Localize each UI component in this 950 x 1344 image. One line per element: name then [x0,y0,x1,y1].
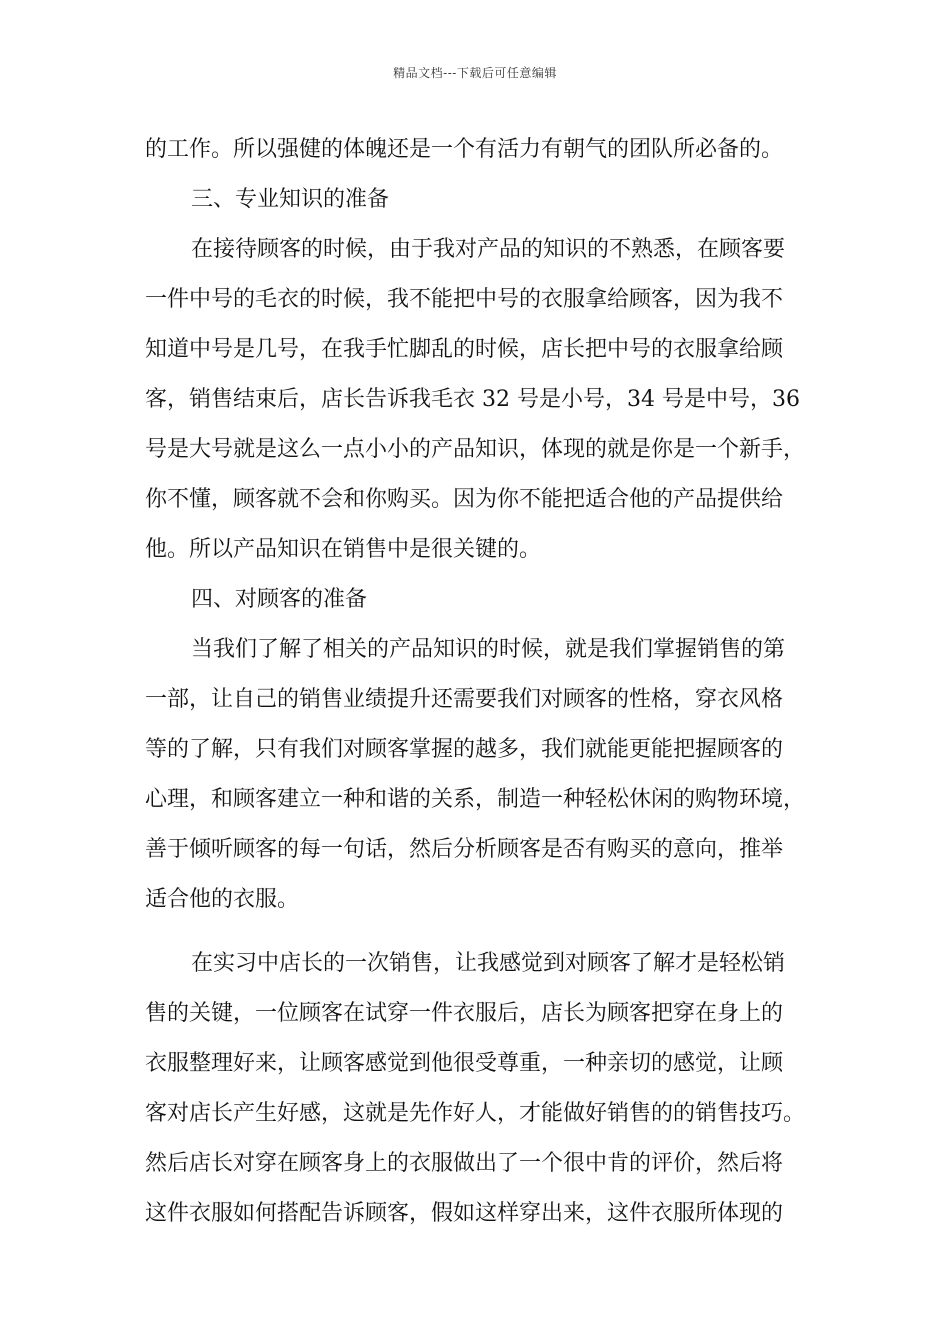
document-body [145,125,825,1239]
page-header: 精品文档---下载后可任意编辑 [393,66,557,80]
paragraph-line: 心理，和顾客建立一种和谐的关系，制造一种轻松休闲的购物环境， [145,787,806,812]
paragraph-line: 等的了解，只有我们对顾客掌握的越多，我们就能更能把握顾客的 [145,737,784,762]
paragraph-gap [145,925,825,939]
paragraph-line: 衣服整理好来，让顾客感觉到他很受尊重，一种亲切的感觉，让顾 [145,1051,784,1076]
paragraph-line: 在接待顾客的时候，由于我对产品的知识的不熟悉，在顾客要 [191,237,786,262]
section-heading: 四、对顾客的准备 [191,587,368,612]
paragraph-line: 客，销售结束后，店长告诉我毛衣 32 号是小号，34 号是中号，36 [145,387,800,412]
paragraph-line: 号是大号就是这么一点小小的产品知识，体现的就是你是一个新手， [145,437,806,462]
paragraph-line: 他。所以产品知识在销售中是很关键的。 [145,537,542,562]
paragraph-line: 在实习中店长的一次销售，让我感觉到对顾客了解才是轻松销 [191,951,786,976]
paragraph-line: 一件中号的毛衣的时候，我不能把中号的衣服拿给顾客，因为我不 [145,287,784,312]
paragraph-line: 的工作。所以强健的体魄还是一个有活力有朝气的团队所必备的。 [145,137,784,162]
paragraph-line: 这件衣服如何搭配告诉顾客，假如这样穿出来，这件衣服所体现的 [145,1201,784,1226]
paragraph-line: 售的关键，一位顾客在试穿一件衣服后，店长为顾客把穿在身上的 [145,1001,784,1026]
paragraph-line: 你不懂，顾客就不会和你购买。因为你不能把适合他的产品提供给 [145,487,784,512]
paragraph-line: 一部，让自己的销售业绩提升还需要我们对顾客的性格，穿衣风格 [145,687,784,712]
section-heading: 三、专业知识的准备 [191,187,390,212]
paragraph-line: 客对店长产生好感，这就是先作好人，才能做好销售的的销售技巧。 [145,1101,806,1126]
paragraph-line: 知道中号是几号，在我手忙脚乱的时候，店长把中号的衣服拿给顾 [145,337,784,362]
paragraph-line: 当我们了解了相关的产品知识的时候，就是我们掌握销售的第 [191,637,786,662]
paragraph-line: 善于倾听顾客的每一句话，然后分析顾客是否有购买的意向，推举 [145,837,784,862]
paragraph-line: 然后店长对穿在顾客身上的衣服做出了一个很中肯的评价，然后将 [145,1151,784,1176]
paragraph-line: 适合他的衣服。 [145,887,300,912]
